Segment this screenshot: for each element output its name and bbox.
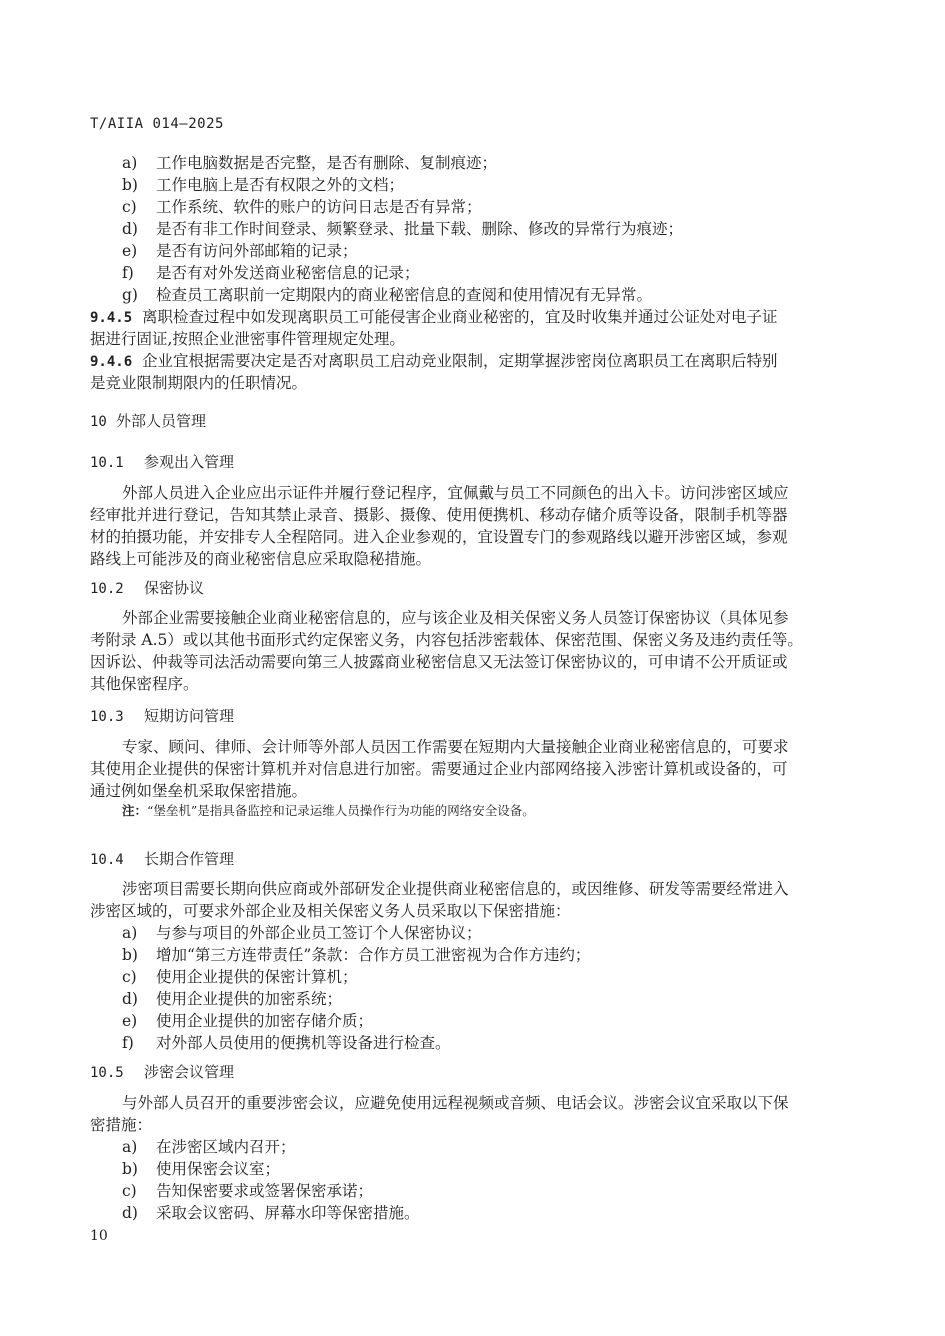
subsection-title: 保密协议: [144, 579, 205, 597]
section-title: 外部人员管理: [116, 412, 207, 430]
note-text: “堡垒机”是指具备监控和记录运维人员操作行为功能的网络安全设备。: [147, 803, 535, 818]
list-item: [122, 1202, 420, 1224]
list-label: c): [122, 1182, 137, 1200]
subsection-heading-10-3: [90, 705, 234, 728]
list-label: e): [122, 1012, 138, 1030]
paragraph-line: 其他保密程序。: [90, 675, 199, 693]
list-text: 告知保密要求或签署保密承诺；: [156, 1182, 374, 1200]
subsection-title: 长期合作管理: [144, 850, 235, 868]
list-label: c): [122, 198, 137, 216]
subsection-number: 10.5: [90, 1065, 124, 1081]
list-text: 使用企业提供的加密存储介质；: [156, 1012, 374, 1030]
list-label: f): [122, 264, 134, 282]
paragraph-line: 涉密区域的，可要求外部企业及相关保密义务人员采取以下保密措施：: [90, 902, 571, 920]
list-text: 是否有对外发送商业秘密信息的记录；: [156, 264, 420, 282]
list-text: 增加“第三方连带责任”条款：合作方员工泄密视为合作方违约；: [156, 946, 591, 964]
list-item: [122, 1032, 451, 1054]
list-item: [122, 922, 482, 944]
clause-9-4-6-cont: 是竞业限制期限内的任职情况。: [90, 374, 308, 392]
paragraph-line: 路线上可能涉及的商业秘密信息应采取隐秘措施。: [90, 550, 432, 568]
list-label: a): [122, 924, 138, 942]
list-label: b): [122, 176, 138, 194]
clause-9-4-5: [90, 306, 778, 329]
paragraph-line: 材的拍摄功能，并安排专人全程陪同。进入企业参观的，宜设置专门的参观路线以避开涉密区域，参观: [90, 528, 788, 546]
list-text: 工作电脑数据是否完整，是否有删除、复制痕迹；: [156, 154, 498, 172]
subsection-number: 10.2: [90, 581, 124, 597]
list-text: 是否有访问外部邮箱的记录；: [156, 242, 358, 260]
section-heading-10: [90, 410, 206, 433]
paragraph-line: 外部人员进入企业应出示证件并履行登记程序，宜佩戴与员工不同颜色的出入卡。访问涉密区域应: [122, 484, 789, 502]
paragraph-line: 其使用企业提供的保密计算机并对信息进行加密。需要通过企业内部网络接入涉密计算机或设备的，可: [90, 760, 788, 778]
list-label: e): [122, 242, 138, 260]
list-item: [122, 1010, 373, 1032]
list-text: 在涉密区域内召开；: [156, 1138, 296, 1156]
list-item: [122, 988, 342, 1010]
subsection-title: 涉密会议管理: [144, 1063, 235, 1081]
paragraph-line: 外部企业需要接触企业商业秘密信息的，应与该企业及相关保密义务人员签订保密协议（具体见参: [122, 609, 789, 627]
note-label: 注：: [122, 803, 148, 818]
list-text: 使用保密会议室；: [156, 1160, 281, 1178]
list-item: [122, 174, 404, 196]
list-text: 采取会议密码、屏幕水印等保密措施。: [156, 1204, 420, 1222]
list-label: a): [122, 1138, 138, 1156]
list-label: c): [122, 968, 137, 986]
subsection-title: 参观出入管理: [144, 453, 235, 471]
list-label: g): [122, 286, 138, 304]
paragraph-line: 通过例如堡垒机采取保密措施。: [90, 782, 308, 800]
list-item: [122, 262, 420, 284]
paragraph-line: 因诉讼、仲裁等司法活动需要向第三人披露商业秘密信息又无法签订保密协议的，可申请不公开质证或: [90, 653, 788, 671]
list-text: 工作系统、软件的账户的访问日志是否有异常；: [156, 198, 482, 216]
paragraph-line: 涉密项目需要长期向供应商或外部研发企业提供商业秘密信息的，或因维修、研发等需要经常进入: [122, 880, 789, 898]
page-number: 10: [90, 1228, 108, 1244]
subsection-heading-10-5: [90, 1061, 234, 1084]
list-item: [122, 152, 497, 174]
list-text: 使用企业提供的保密计算机；: [156, 968, 358, 986]
list-item: [122, 240, 358, 262]
list-text: 是否有非工作时间登录、频繁登录、批量下载、删除、修改的异常行为痕迹；: [156, 220, 684, 238]
list-label: d): [122, 1204, 138, 1222]
clause-text: 离职检查过程中如发现离职员工可能侵害企业商业秘密的，宜及时收集并通过公证处对电子证: [142, 308, 778, 326]
list-text: 检查员工离职前一定期限内的商业秘密信息的查阅和使用情况有无异常。: [156, 286, 653, 304]
list-item: [122, 944, 590, 966]
subsection-number: 10.3: [90, 709, 124, 725]
clause-text: 企业宜根据需要决定是否对离职员工启动竞业限制，定期掌握涉密岗位离职员工在离职后特别: [142, 352, 778, 370]
list-label: d): [122, 220, 138, 238]
list-label: a): [122, 154, 138, 172]
list-item: [122, 284, 652, 306]
clause-9-4-5-cont: 据进行固证,按照企业泄密事件管理规定处理。: [90, 330, 405, 348]
subsection-heading-10-2: [90, 577, 204, 600]
section-number: 10: [90, 414, 107, 430]
list-item: [122, 1136, 296, 1158]
subsection-number: 10.1: [90, 455, 124, 471]
list-label: b): [122, 1160, 138, 1178]
list-item: [122, 1158, 280, 1180]
document-code-header: T/AIIA 014—2025: [90, 116, 224, 132]
list-text: 与参与项目的外部企业员工签订个人保密协议；: [156, 924, 482, 942]
paragraph-line: 经审批并进行登记，告知其禁止录音、摄影、摄像、使用便携机、移动存储介质等设备，限制手机等器: [90, 506, 788, 524]
clause-number: 9.4.6: [90, 354, 133, 370]
subsection-title: 短期访问管理: [144, 707, 235, 725]
list-item: [122, 218, 683, 240]
subsection-heading-10-4: [90, 848, 234, 871]
paragraph-line: 与外部人员召开的重要涉密会议，应避免使用远程视频或音频、电话会议。涉密会议宜采取以下保: [122, 1094, 789, 1112]
clause-9-4-6: [90, 350, 778, 373]
list-text: 使用企业提供的加密系统；: [156, 990, 343, 1008]
list-text: 对外部人员使用的便携机等设备进行检查。: [156, 1034, 451, 1052]
clause-number: 9.4.5: [90, 310, 133, 326]
list-label: d): [122, 990, 138, 1008]
list-label: f): [122, 1034, 134, 1052]
list-text: 工作电脑上是否有权限之外的文档；: [156, 176, 405, 194]
subsection-heading-10-1: [90, 451, 234, 474]
subsection-number: 10.4: [90, 852, 124, 868]
note: [122, 802, 535, 820]
list-item: [122, 1180, 373, 1202]
paragraph-line: 密措施：: [90, 1116, 153, 1134]
paragraph-line: 考附录 A.5）或以其他书面形式约定保密义务，内容包括涉密载体、保密范围、保密义务及违约责任等。: [90, 631, 803, 649]
list-label: b): [122, 946, 138, 964]
paragraph-line: 专家、顾问、律师、会计师等外部人员因工作需要在短期内大量接触企业商业秘密信息的，可要求: [122, 738, 789, 756]
list-item: [122, 196, 482, 218]
list-item: [122, 966, 358, 988]
